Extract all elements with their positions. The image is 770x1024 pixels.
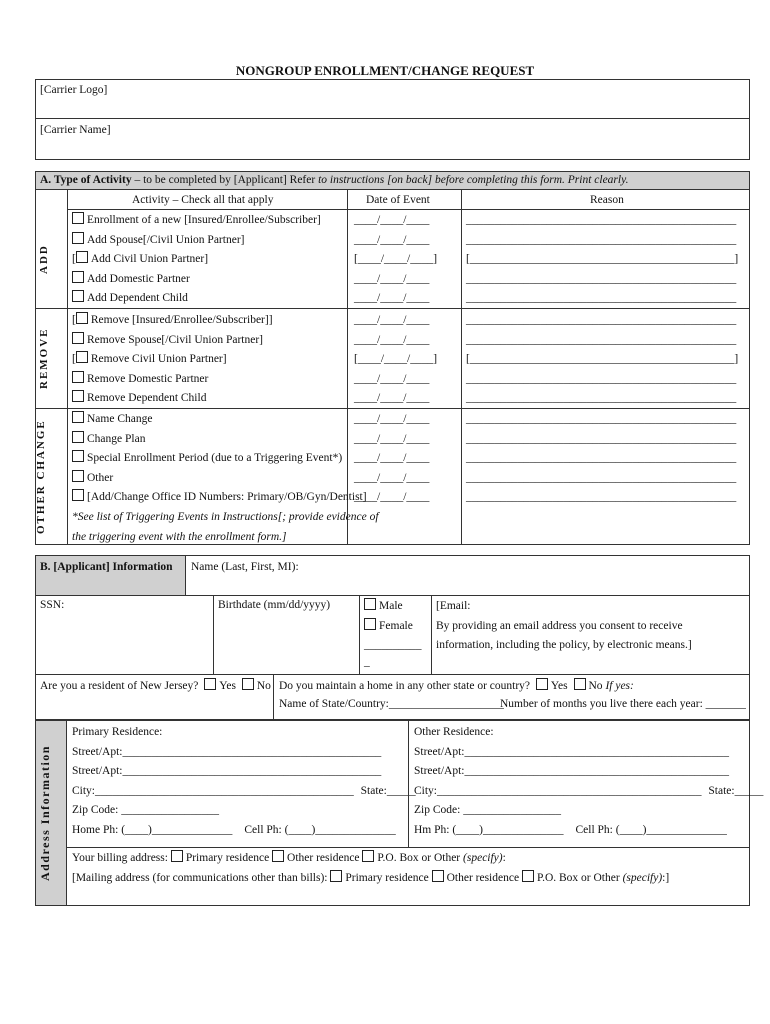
activity-row: Remove Domestic Partner xyxy=(72,370,273,390)
add-items xyxy=(72,211,321,309)
section-a-heading-italic: to instructions [on back] before completing this form. Print clearly. xyxy=(318,174,629,186)
col-reason-header: Reason xyxy=(590,194,624,206)
activity-row: Name Change xyxy=(72,410,379,430)
reason-field[interactable]: _______________________________________________ xyxy=(466,491,737,504)
other-cell-phone[interactable]: Cell Ph: (____)______________ xyxy=(575,823,727,836)
section-b-heading: B. [Applicant] Information xyxy=(40,561,173,573)
reason-field[interactable]: [______________________________________________] xyxy=(466,253,739,266)
other-city[interactable]: City:______________________________________________ xyxy=(414,784,702,797)
activity-row: Add Spouse[/Civil Union Partner] xyxy=(72,231,321,251)
male-checkbox[interactable] xyxy=(364,598,376,610)
reason-field[interactable]: _______________________________________________ xyxy=(466,471,737,484)
col-activity-header: Activity – Check all that apply xyxy=(132,194,274,206)
reason-field[interactable]: [______________________________________________] xyxy=(466,353,739,366)
reason-field[interactable]: _______________________________________________ xyxy=(466,452,737,465)
other-residence xyxy=(414,723,763,841)
other-heading: Other Residence: xyxy=(414,726,494,738)
primary-cell-phone[interactable]: Cell Ph: (____)______________ xyxy=(244,823,396,836)
residency-divider xyxy=(273,675,274,719)
gender-blank[interactable]: __________ xyxy=(364,639,422,652)
activity-row: Special Enrollment Period (due to a Triggering Event*) xyxy=(72,449,379,469)
add-reasons xyxy=(466,211,738,309)
col-date-header: Date of Event xyxy=(366,194,430,206)
date-field[interactable]: ____/____/____ xyxy=(354,292,430,305)
checkbox[interactable] xyxy=(76,312,88,324)
mailing-other-checkbox[interactable] xyxy=(432,870,444,882)
address-row-line xyxy=(67,847,749,848)
date-field[interactable]: ____/____/____ xyxy=(354,491,430,504)
email-block xyxy=(436,597,741,656)
activity-row: [ Remove [Insured/Enrollee/Subscriber]] xyxy=(72,314,273,326)
col-divider-reason xyxy=(461,190,462,544)
date-field[interactable]: ____/____/____ xyxy=(354,214,430,226)
section-a-heading-rest: – to be completed by [Applicant] Refer xyxy=(131,174,319,186)
section-b-row-line-1 xyxy=(36,595,749,596)
activity-row: [Add/Change Office ID Numbers: Primary/OB/Gyn/Dentist] xyxy=(72,488,379,508)
reason-field[interactable]: _______________________________________________ xyxy=(466,392,737,405)
primary-street-1[interactable]: Street/Apt:_____________________________________________ xyxy=(72,745,382,758)
date-field[interactable]: ____/____/____ xyxy=(354,471,430,484)
billing-row: Your billing address: Primary residence Other residence P.O. Box or Other (specify): xyxy=(72,852,506,864)
activity-row: Add Domestic Partner xyxy=(72,270,321,290)
date-field[interactable]: [____/____/____] xyxy=(354,353,438,366)
nj-yes-checkbox[interactable] xyxy=(204,678,216,690)
nj-resident-question: Are you a resident of New Jersey? Yes No xyxy=(40,680,271,692)
gender-female: Female xyxy=(364,617,422,637)
checkbox[interactable] xyxy=(72,271,84,283)
checkbox[interactable] xyxy=(72,489,84,501)
billing-po-checkbox[interactable] xyxy=(362,850,374,862)
birthdate-divider xyxy=(359,596,360,674)
reason-field[interactable]: _______________________________________________ xyxy=(466,214,737,226)
checkbox[interactable] xyxy=(72,232,84,244)
state-country-field[interactable]: Name of State/Country:____________________ xyxy=(279,698,504,710)
activity-row: Remove Dependent Child xyxy=(72,389,273,409)
months-field[interactable]: Number of months you live there each year: _______ xyxy=(500,698,746,710)
checkbox[interactable] xyxy=(76,251,88,263)
reason-field[interactable]: _______________________________________________ xyxy=(466,272,737,285)
date-field[interactable]: ____/____/____ xyxy=(354,372,430,385)
activity-row: Change Plan xyxy=(72,430,379,450)
date-field[interactable]: ____/____/____ xyxy=(354,432,430,445)
checkbox[interactable] xyxy=(72,390,84,402)
mailing-po-checkbox[interactable] xyxy=(522,870,534,882)
primary-home-phone[interactable]: Home Ph: (____)______________ xyxy=(72,823,233,836)
other-dates xyxy=(354,410,429,508)
activity-row: Add Dependent Child xyxy=(72,289,321,309)
other-phone-row xyxy=(414,821,763,841)
primary-phone-row xyxy=(72,821,416,841)
reason-field[interactable]: _______________________________________________ xyxy=(466,292,737,305)
reason-field[interactable]: _______________________________________________ xyxy=(466,372,737,385)
section-a-heading xyxy=(40,174,628,186)
date-field[interactable]: ____/____/____ xyxy=(354,272,430,285)
section-a-heading-bold: A. Type of Activity xyxy=(40,174,132,186)
date-field[interactable]: ____/____/____ xyxy=(354,452,430,465)
date-field[interactable]: [____/____/____] xyxy=(354,253,438,266)
other-home-phone[interactable]: Hm Ph: (____)______________ xyxy=(414,823,564,836)
checkbox[interactable] xyxy=(72,371,84,383)
home-no-checkbox[interactable] xyxy=(574,678,586,690)
carrier-box xyxy=(35,79,750,160)
activity-row: Other xyxy=(72,469,379,489)
carrier-divider xyxy=(35,118,750,119)
gender-blank-2: _ xyxy=(364,655,370,668)
remove-dates xyxy=(354,311,437,409)
activity-row: Remove Spouse[/Civil Union Partner] xyxy=(72,331,273,351)
gender-options xyxy=(364,597,422,668)
group-label-add: ADD xyxy=(38,244,50,274)
footnote: *See list of Triggering Events in Instructions[; provide evidence of xyxy=(72,510,379,523)
remove-items xyxy=(72,311,273,409)
billing-other-checkbox[interactable] xyxy=(272,850,284,862)
reason-field[interactable]: _______________________________________________ xyxy=(466,333,737,346)
mailing-row: [Mailing address (for communications other than bills): Primary residence Other residence P.O. Box or Other (specify):] xyxy=(72,871,670,884)
ssn-divider xyxy=(213,596,214,674)
checkbox[interactable] xyxy=(76,351,88,363)
activity-row: Enrollment of a new [Insured/Enrollee/Subscriber] xyxy=(72,211,321,231)
gender-divider xyxy=(431,596,432,674)
billing-primary-checkbox[interactable] xyxy=(171,850,183,862)
checkbox[interactable] xyxy=(72,212,84,224)
email-consent: By providing an email address you consent to receive information, including the policy, by electronic means.] xyxy=(436,619,692,652)
address-side-label: Address Information xyxy=(38,745,52,881)
other-items xyxy=(72,410,379,547)
date-field[interactable]: ____/____/____ xyxy=(354,314,430,326)
reason-field[interactable]: _______________________________________________ xyxy=(466,432,737,445)
primary-residence xyxy=(72,723,416,841)
primary-heading: Primary Residence: xyxy=(72,726,163,738)
primary-city[interactable]: City:_____________________________________________ xyxy=(72,784,354,797)
section-a-colheader-line xyxy=(68,209,749,210)
other-home-question: Do you maintain a home in any other state or country? Yes No If yes: xyxy=(279,680,634,692)
primary-state[interactable]: State:_____ xyxy=(360,784,416,797)
remove-reasons xyxy=(466,311,738,409)
activity-row: [ Add Civil Union Partner] xyxy=(72,253,209,266)
other-city-row xyxy=(414,782,763,802)
residence-divider xyxy=(408,721,409,847)
carrier-logo: [Carrier Logo] xyxy=(40,84,108,96)
add-dates xyxy=(354,211,437,309)
home-yes-checkbox[interactable] xyxy=(536,678,548,690)
other-reasons xyxy=(466,410,736,508)
name-field-label[interactable]: Name (Last, First, MI): xyxy=(191,561,299,573)
email-field-label[interactable]: [Email: xyxy=(436,600,471,612)
checkbox[interactable] xyxy=(72,411,84,423)
footnote: the triggering event with the enrollment form.] xyxy=(72,530,287,543)
billing-mailing xyxy=(72,849,669,888)
group-label-other: OTHER CHANGE xyxy=(35,419,47,534)
date-field[interactable]: ____/____/____ xyxy=(354,392,430,405)
form-title: NONGROUP ENROLLMENT/CHANGE REQUEST xyxy=(235,63,535,78)
reason-field[interactable]: _______________________________________________ xyxy=(466,314,737,326)
date-field[interactable]: ____/____/____ xyxy=(354,413,430,425)
checkbox[interactable] xyxy=(72,290,84,302)
group-label-remove: REMOVE xyxy=(38,327,50,390)
ssn-field-label[interactable]: SSN: xyxy=(40,599,65,611)
primary-street-2[interactable]: Street/Apt:_____________________________________________ xyxy=(72,765,382,778)
primary-zip[interactable]: Zip Code: _________________ xyxy=(72,804,219,817)
checkbox[interactable] xyxy=(72,431,84,443)
mailing-primary-checkbox[interactable] xyxy=(330,870,342,882)
activity-row: [ Remove Civil Union Partner] xyxy=(72,353,227,366)
checkbox[interactable] xyxy=(72,470,84,482)
other-street-2[interactable]: Street/Apt:______________________________________________ xyxy=(414,765,729,778)
date-field[interactable]: ____/____/____ xyxy=(354,233,430,246)
birthdate-field-label[interactable]: Birthdate (mm/dd/yyyy) xyxy=(218,599,331,611)
section-b-row-line-2 xyxy=(36,674,749,675)
checkbox[interactable] xyxy=(72,332,84,344)
other-zip[interactable]: Zip Code: _________________ xyxy=(414,804,561,817)
female-checkbox[interactable] xyxy=(364,618,376,630)
primary-city-row xyxy=(72,782,416,802)
reason-field[interactable]: _______________________________________________ xyxy=(466,413,737,425)
checkbox[interactable] xyxy=(72,450,84,462)
gender-male: Male xyxy=(364,597,422,617)
date-field[interactable]: ____/____/____ xyxy=(354,333,430,346)
reason-field[interactable]: _______________________________________________ xyxy=(466,233,737,246)
other-street-1[interactable]: Street/Apt:______________________________________________ xyxy=(414,745,729,758)
other-state[interactable]: State:_____ xyxy=(708,784,764,797)
carrier-name: [Carrier Name] xyxy=(40,124,111,136)
nj-no-checkbox[interactable] xyxy=(242,678,254,690)
